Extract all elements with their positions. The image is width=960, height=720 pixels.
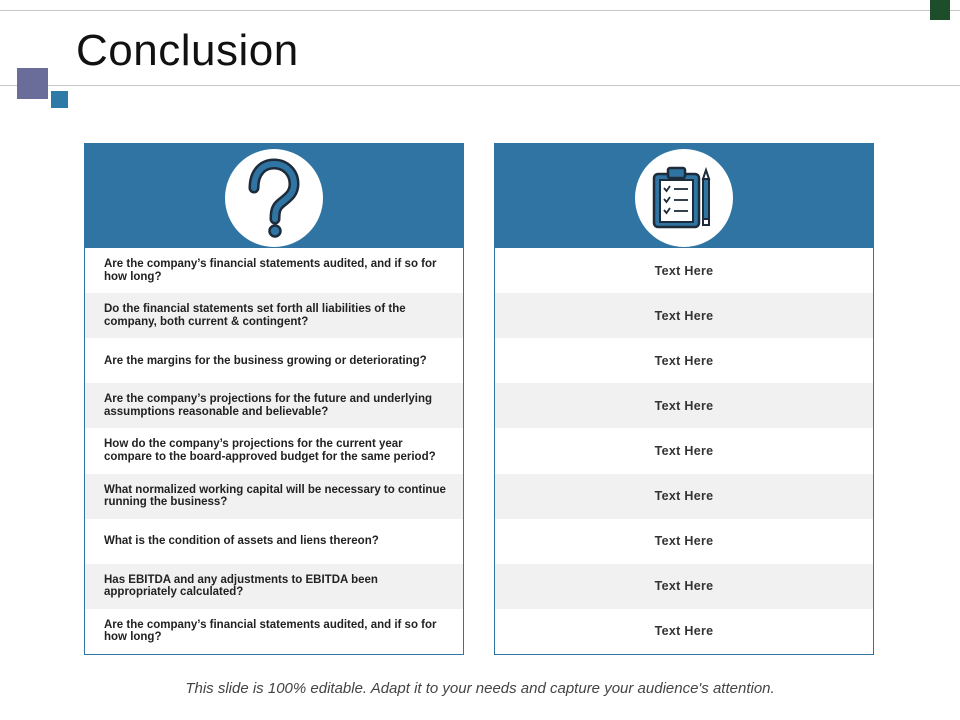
answer-row	[495, 383, 873, 428]
question-text: Do the financial statements set forth all liabilities of the company, both current & contingent?	[104, 303, 406, 328]
checklist-icon-circle	[635, 149, 733, 247]
question-row	[85, 293, 463, 338]
answer-text: Text Here	[654, 398, 714, 413]
question-text: Are the company’s financial statements audited, and if so for how long?	[104, 618, 437, 644]
decorative-square-small	[51, 91, 68, 108]
answer-row	[495, 248, 873, 293]
answer-row	[495, 519, 873, 564]
question-row	[85, 564, 463, 609]
answer-text: Text Here	[654, 489, 714, 504]
answer-row	[495, 428, 873, 473]
answer-text: Text Here	[654, 579, 714, 594]
answer-row	[495, 338, 873, 383]
question-text: Has EBITDA and any adjustments to EBITDA been appropriately calculated?	[104, 573, 378, 599]
question-text: Are the company’s financial statements audited, and if so for how long?	[104, 258, 437, 283]
questions-panel	[84, 143, 464, 655]
footer-note: This slide is 100% editable. Adapt it to your needs and capture your audience's attention.	[185, 680, 775, 697]
corner-accent-square	[930, 0, 950, 20]
question-row	[85, 519, 463, 564]
page-title: Conclusion	[76, 26, 299, 75]
answer-list	[495, 248, 873, 654]
question-row	[85, 428, 463, 473]
answers-panel-header	[495, 144, 873, 248]
question-list	[85, 248, 463, 654]
answer-text: Text Here	[654, 263, 714, 278]
answer-text: Text Here	[654, 308, 714, 323]
answer-row	[495, 293, 873, 338]
answer-text: Text Here	[654, 443, 714, 458]
answers-panel	[494, 143, 874, 655]
answer-text: Text Here	[654, 624, 714, 639]
question-row	[85, 609, 463, 654]
top-divider	[0, 10, 960, 11]
question-mark-icon	[225, 149, 323, 247]
question-text: What normalized working capital will be necessary to continue running the business?	[104, 483, 446, 509]
question-row	[85, 383, 463, 428]
question-row	[85, 338, 463, 383]
answer-text: Text Here	[654, 353, 714, 368]
question-row	[85, 474, 463, 519]
checklist-clipboard-icon	[635, 149, 733, 247]
decorative-square-large	[17, 68, 48, 99]
answer-row	[495, 609, 873, 654]
title-divider	[0, 85, 960, 86]
answer-text: Text Here	[654, 534, 714, 549]
questions-panel-header	[85, 144, 463, 248]
answer-row	[495, 474, 873, 519]
question-icon-circle	[225, 149, 323, 247]
question-text: Are the company’s projections for the future and underlying assumptions reasonable and believable?	[104, 393, 433, 418]
question-row	[85, 248, 463, 293]
question-text: What is the condition of assets and liens thereon?	[104, 534, 379, 547]
answer-row	[495, 564, 873, 609]
question-text: How do the company’s projections for the current year compare to the board-approved budget for the same period?	[104, 438, 436, 463]
question-text: Are the margins for the business growing or deteriorating?	[104, 354, 427, 367]
